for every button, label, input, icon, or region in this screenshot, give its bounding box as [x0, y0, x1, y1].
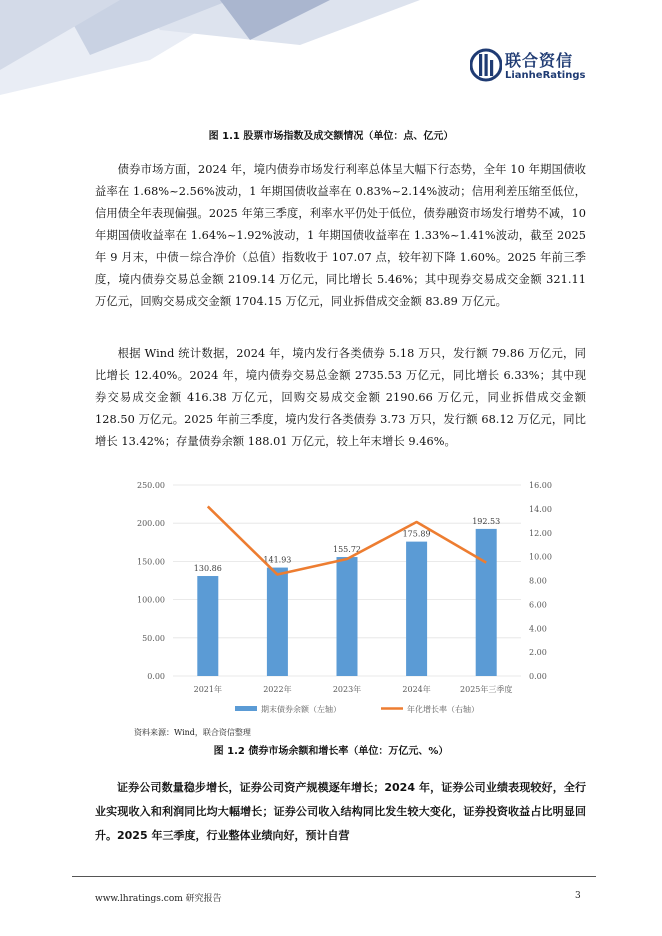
bar-value-label: 141.93 — [263, 555, 292, 565]
right-axis-ticks — [529, 481, 552, 681]
bar-value-label: 130.86 — [193, 564, 222, 574]
left-tick-label: 200.00 — [137, 519, 165, 529]
bar — [337, 557, 358, 676]
bar-value-label: 175.89 — [402, 529, 431, 539]
bar — [406, 542, 427, 676]
figure-1-1-caption: 图 1.1 股票市场指数及成交额情况（单位：点、亿元） — [208, 131, 454, 142]
legend-swatch-bar — [235, 706, 257, 711]
category-label: 2025年三季度 — [460, 685, 513, 694]
bond-market-chart — [95, 468, 586, 726]
legend-label-bar: 期末债券余额（左轴） — [261, 705, 341, 714]
right-tick-label: 0.00 — [529, 672, 547, 681]
footer-url: www.lhratings.com 研究报告 — [95, 894, 222, 904]
right-tick-label: 4.00 — [529, 624, 547, 634]
legend-label-line: 年化增长率（右轴） — [407, 705, 479, 714]
logo-name-en: LianheRatings — [505, 70, 586, 81]
right-tick-label: 14.00 — [529, 504, 552, 514]
right-tick-label: 16.00 — [529, 481, 552, 490]
source-note: 资料来源：Wind，联合资信整理 — [134, 728, 251, 737]
category-label: 2022年 — [263, 685, 292, 694]
right-tick-label: 12.00 — [529, 528, 552, 538]
figure-1-2-caption: 图 1.2 债券市场余额和增长率（单位：万亿元、%） — [213, 746, 449, 757]
category-label: 2021年 — [193, 685, 222, 694]
lianhe-logo-icon — [470, 46, 502, 84]
right-tick-label: 8.00 — [529, 576, 547, 586]
left-tick-label: 0.00 — [147, 672, 165, 681]
left-tick-label: 150.00 — [137, 557, 165, 567]
bar — [267, 568, 288, 676]
bar — [476, 529, 497, 676]
paragraph-bond-market: 债券市场方面，2024 年，境内债券市场发行利率总体呈大幅下行态势，全年 10 年期国债收益率在 1.68%~2.56%波动，1 年期国债收益率在 0.83%~2.14%波动；信用利差压缩至低位，信用债全年表现偏强。2025 年第三季度，利率水平仍处于低位，债券融资市场发行增势不减，10 年期国债收益率在 1.64%~1.92%波动，1 年期国债收益率在 1.33%~1.41%波动，截至 2025 年 9 月末，中债－综合净价（总值）指数收于 107.07 点，较年初下降 1.60%。2025 年前三季度，境内债券交易总金额 2109.14 万亿元，同比增长 5.46%；其中现券交易成交金额 321.11 万亿元，回购交易成交金额 1704.15 万亿元，同业拆借成交金额 83.89 万亿元。 — [95, 163, 586, 308]
chart-legend — [235, 704, 479, 714]
category-labels-group — [194, 684, 513, 694]
footer-divider — [72, 876, 596, 877]
category-label: 2024年 — [402, 685, 431, 694]
paragraph-securities-firms: 证券公司数量稳步增长，证券公司资产规模逐年增长；2024 年，证券公司业绩表现较好，全行业实现收入和利润同比均大幅增长；证券公司收入结构同比发生较大变化，证券投资收益占比明显回升。2025 年三季度，行业整体业绩向好，预计自营 — [95, 781, 586, 842]
bar-value-label: 192.53 — [472, 516, 501, 526]
left-axis-ticks — [137, 481, 165, 681]
left-tick-label: 250.00 — [137, 481, 165, 490]
logo-name-cn: 联合资信 — [505, 51, 574, 70]
paragraph-wind-stats: 根据 Wind 统计数据，2024 年，境内发行各类债券 5.18 万只，发行额 79.86 万亿元，同比增长 12.40%。2024 年，境内债券交易总金额 2735.53 万亿元，同比增长 6.33%；其中现券交易成交金额 416.38 万亿元，回购交易成交金额 2190.66 万亿元，同业拆借成交金额 128.50 万亿元。2025 年前三季度，境内发行各类债券 3.73 万只，发行额 68.12 万亿元，同比增长 13.42%；存量债券余额 188.01 万亿元，较上年末增长 9.46%。 — [95, 347, 586, 448]
bar — [197, 576, 218, 676]
category-label: 2023年 — [332, 685, 362, 694]
right-tick-label: 6.00 — [529, 600, 547, 610]
bar-value-label: 155.72 — [333, 545, 361, 555]
left-tick-label: 100.00 — [137, 595, 165, 605]
left-tick-label: 50.00 — [142, 633, 165, 643]
right-tick-label: 2.00 — [529, 648, 547, 658]
page-number: 3 — [575, 891, 581, 901]
right-tick-label: 10.00 — [529, 552, 552, 562]
